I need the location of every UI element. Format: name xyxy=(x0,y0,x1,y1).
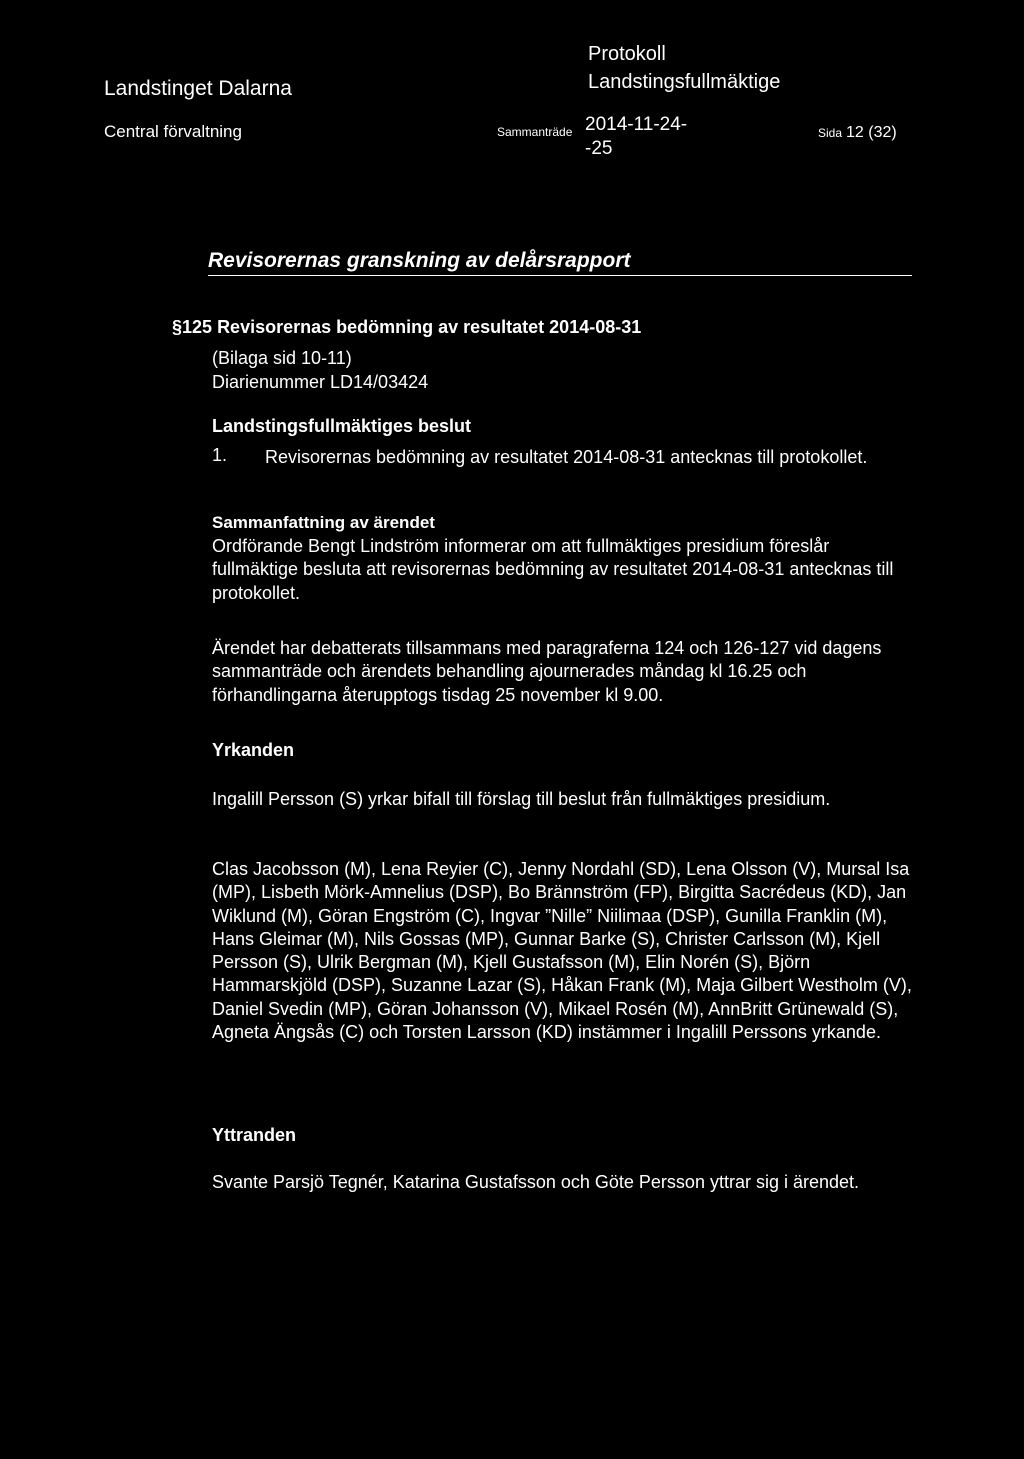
decision-item-number: 1. xyxy=(212,445,228,465)
motion-paragraph: Ingalill Persson (S) yrkar bifall till förslag till beslut från fullmäktiges presidium. xyxy=(212,789,831,809)
paragraph-number: §125 xyxy=(172,317,213,337)
organization-name: Landstinget Dalarna xyxy=(104,77,292,100)
summary-paragraph: Ärendet har debatterats tillsammans med paragraferna 124 och 126-127 vid dagens sammanträde och ärendets behandling ajournerades måndag kl 16.25 och förhandlingarna återupptogs tisdag 25 november kl 9.00. xyxy=(212,638,882,705)
diary-number: Diarienummer LD14/03424 xyxy=(212,372,429,392)
decision-item-text: Revisorernas bedömning av resultatet 2014-08-31 antecknas till protokollet. xyxy=(265,447,868,467)
doc-type-label: Protokoll xyxy=(588,43,666,65)
section-title: Revisorernas granskning av delårsrapport xyxy=(208,249,912,276)
summary-paragraph: Ordförande Bengt Lindström informerar om att fullmäktiges presidium föreslår fullmäktige besluta att revisorernas bedömning av resultatet 2014-08-31 antecknas till protokollet. xyxy=(212,536,894,603)
paragraph-title: Revisorernas bedömning av resultatet 2014-08-31 xyxy=(217,317,642,337)
motion-paragraph: Clas Jacobsson (M), Lena Reyier (C), Jenny Nordahl (SD), Lena Olsson (V), Mursal Isa (MP), Lisbeth Mörk-Amnelius (DSP), Bo Brännström (FP), Birgitta Sacrédeus (KD), Jan Wiklund (M), Göran Engström (C), Ingvar ”Nille” Niilimaa (DSP), Gunilla Franklin (M), Hans Gleimar (M), Nils Gossas (MP), Gunnar Barke (S), Christer Carlsson (M), Kjell Persson (S), Ulrik Bergman (M), Kjell Gustafsson (M), Elin Norén (S), Björn Hammarskjöld (DSP), Suzanne Lazar (S), Håkan Frank (M), Maja Gilbert Westholm (V), Daniel Svedin (MP), Göran Johansson (V), Mikael Rosén (M), AnnBritt Grünewald (S), Agneta Ängsås (C) och Torsten Larsson (KD) instämmer i Ingalill Perssons yrkande. xyxy=(212,859,912,1043)
decision-heading: Landstingsfullmäktiges beslut xyxy=(212,416,472,436)
motions-heading: Yrkanden xyxy=(212,740,295,760)
paragraph-heading xyxy=(172,317,641,338)
meeting-label: Sammanträde xyxy=(497,125,573,139)
meeting-date-line2: -25 xyxy=(585,138,613,159)
page-value: 12 (32) xyxy=(846,124,897,141)
summary-heading: Sammanfattning av ärendet xyxy=(212,513,435,532)
assembly-name: Landstingsfullmäktige xyxy=(588,71,781,93)
page-label: Sida xyxy=(818,126,843,140)
statement-paragraph: Svante Parsjö Tegnér, Katarina Gustafsson och Göte Persson yttrar sig i ärendet. xyxy=(212,1172,860,1192)
department-name: Central förvaltning xyxy=(104,122,242,141)
meeting-date-line1: 2014-11-24- xyxy=(585,114,688,135)
statements-heading: Yttranden xyxy=(212,1125,297,1145)
page-number xyxy=(818,124,897,142)
meeting-date xyxy=(585,113,687,161)
document-type xyxy=(588,40,780,96)
attachment-reference: (Bilaga sid 10-11) xyxy=(212,348,352,368)
